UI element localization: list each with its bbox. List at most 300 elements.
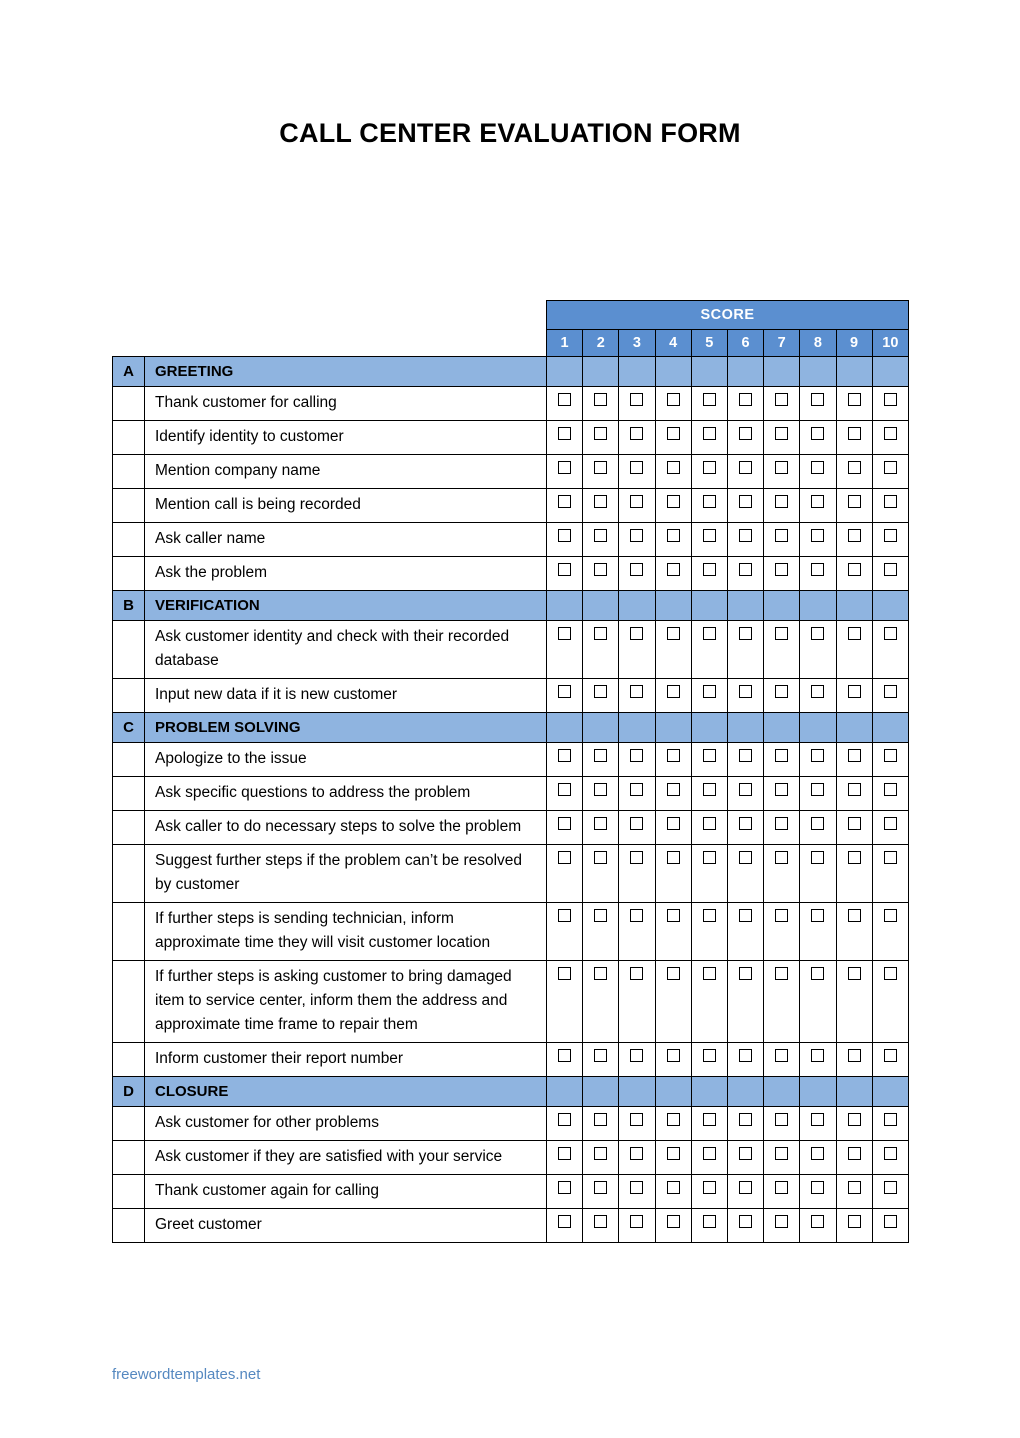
checkbox-icon[interactable] bbox=[558, 393, 571, 406]
checkbox-icon[interactable] bbox=[667, 817, 680, 830]
checkbox-icon[interactable] bbox=[703, 1215, 716, 1228]
score-cell-3[interactable] bbox=[619, 387, 655, 421]
checkbox-icon[interactable] bbox=[703, 627, 716, 640]
checkbox-icon[interactable] bbox=[775, 783, 788, 796]
checkbox-icon[interactable] bbox=[594, 749, 607, 762]
checkbox-icon[interactable] bbox=[848, 1215, 861, 1228]
checkbox-icon[interactable] bbox=[775, 427, 788, 440]
score-cell-5[interactable] bbox=[691, 387, 727, 421]
score-cell-7[interactable] bbox=[764, 455, 800, 489]
checkbox-icon[interactable] bbox=[703, 427, 716, 440]
score-cell-5[interactable] bbox=[691, 961, 727, 1043]
checkbox-icon[interactable] bbox=[594, 529, 607, 542]
checkbox-icon[interactable] bbox=[848, 783, 861, 796]
checkbox-icon[interactable] bbox=[884, 851, 897, 864]
checkbox-icon[interactable] bbox=[594, 461, 607, 474]
checkbox-icon[interactable] bbox=[558, 461, 571, 474]
score-cell-2[interactable] bbox=[583, 1209, 619, 1243]
score-cell-5[interactable] bbox=[691, 845, 727, 903]
checkbox-icon[interactable] bbox=[703, 851, 716, 864]
checkbox-icon[interactable] bbox=[594, 909, 607, 922]
checkbox-icon[interactable] bbox=[739, 461, 752, 474]
score-cell-2[interactable] bbox=[583, 1175, 619, 1209]
score-cell-8[interactable] bbox=[800, 1043, 836, 1077]
checkbox-icon[interactable] bbox=[739, 1113, 752, 1126]
score-cell-7[interactable] bbox=[764, 489, 800, 523]
checkbox-icon[interactable] bbox=[811, 563, 824, 576]
checkbox-icon[interactable] bbox=[884, 685, 897, 698]
checkbox-icon[interactable] bbox=[630, 1215, 643, 1228]
checkbox-icon[interactable] bbox=[884, 1215, 897, 1228]
checkbox-icon[interactable] bbox=[848, 1147, 861, 1160]
score-cell-2[interactable] bbox=[583, 777, 619, 811]
checkbox-icon[interactable] bbox=[703, 1113, 716, 1126]
checkbox-icon[interactable] bbox=[594, 967, 607, 980]
checkbox-icon[interactable] bbox=[667, 461, 680, 474]
score-cell-7[interactable] bbox=[764, 557, 800, 591]
checkbox-icon[interactable] bbox=[667, 1181, 680, 1194]
score-cell-10[interactable] bbox=[872, 1141, 908, 1175]
score-cell-1[interactable] bbox=[547, 621, 583, 679]
checkbox-icon[interactable] bbox=[739, 1049, 752, 1062]
score-cell-7[interactable] bbox=[764, 743, 800, 777]
checkbox-icon[interactable] bbox=[884, 749, 897, 762]
checkbox-icon[interactable] bbox=[739, 529, 752, 542]
score-cell-8[interactable] bbox=[800, 489, 836, 523]
checkbox-icon[interactable] bbox=[558, 685, 571, 698]
checkbox-icon[interactable] bbox=[811, 909, 824, 922]
checkbox-icon[interactable] bbox=[667, 749, 680, 762]
checkbox-icon[interactable] bbox=[667, 563, 680, 576]
score-cell-9[interactable] bbox=[836, 621, 872, 679]
checkbox-icon[interactable] bbox=[558, 627, 571, 640]
score-cell-3[interactable] bbox=[619, 903, 655, 961]
checkbox-icon[interactable] bbox=[775, 1215, 788, 1228]
score-cell-9[interactable] bbox=[836, 845, 872, 903]
score-cell-6[interactable] bbox=[727, 1175, 763, 1209]
score-cell-7[interactable] bbox=[764, 1107, 800, 1141]
score-cell-7[interactable] bbox=[764, 777, 800, 811]
checkbox-icon[interactable] bbox=[739, 627, 752, 640]
checkbox-icon[interactable] bbox=[594, 817, 607, 830]
checkbox-icon[interactable] bbox=[630, 1049, 643, 1062]
checkbox-icon[interactable] bbox=[594, 1215, 607, 1228]
checkbox-icon[interactable] bbox=[811, 393, 824, 406]
score-cell-3[interactable] bbox=[619, 421, 655, 455]
checkbox-icon[interactable] bbox=[630, 1113, 643, 1126]
score-cell-1[interactable] bbox=[547, 679, 583, 713]
score-cell-5[interactable] bbox=[691, 679, 727, 713]
score-cell-4[interactable] bbox=[655, 489, 691, 523]
score-cell-7[interactable] bbox=[764, 523, 800, 557]
checkbox-icon[interactable] bbox=[703, 1147, 716, 1160]
checkbox-icon[interactable] bbox=[739, 427, 752, 440]
checkbox-icon[interactable] bbox=[703, 1049, 716, 1062]
checkbox-icon[interactable] bbox=[884, 495, 897, 508]
checkbox-icon[interactable] bbox=[811, 427, 824, 440]
checkbox-icon[interactable] bbox=[594, 1049, 607, 1062]
score-cell-2[interactable] bbox=[583, 1043, 619, 1077]
score-cell-1[interactable] bbox=[547, 1043, 583, 1077]
score-cell-1[interactable] bbox=[547, 455, 583, 489]
score-cell-5[interactable] bbox=[691, 903, 727, 961]
score-cell-5[interactable] bbox=[691, 1175, 727, 1209]
score-cell-8[interactable] bbox=[800, 903, 836, 961]
checkbox-icon[interactable] bbox=[594, 1113, 607, 1126]
checkbox-icon[interactable] bbox=[558, 427, 571, 440]
score-cell-2[interactable] bbox=[583, 523, 619, 557]
score-cell-10[interactable] bbox=[872, 845, 908, 903]
checkbox-icon[interactable] bbox=[811, 749, 824, 762]
score-cell-6[interactable] bbox=[727, 1141, 763, 1175]
checkbox-icon[interactable] bbox=[811, 1147, 824, 1160]
score-cell-10[interactable] bbox=[872, 1175, 908, 1209]
checkbox-icon[interactable] bbox=[848, 461, 861, 474]
score-cell-8[interactable] bbox=[800, 421, 836, 455]
checkbox-icon[interactable] bbox=[630, 749, 643, 762]
checkbox-icon[interactable] bbox=[667, 967, 680, 980]
checkbox-icon[interactable] bbox=[848, 1113, 861, 1126]
score-cell-7[interactable] bbox=[764, 1209, 800, 1243]
score-cell-8[interactable] bbox=[800, 1141, 836, 1175]
score-cell-8[interactable] bbox=[800, 1209, 836, 1243]
checkbox-icon[interactable] bbox=[811, 783, 824, 796]
checkbox-icon[interactable] bbox=[775, 685, 788, 698]
checkbox-icon[interactable] bbox=[739, 909, 752, 922]
score-cell-5[interactable] bbox=[691, 743, 727, 777]
score-cell-4[interactable] bbox=[655, 421, 691, 455]
checkbox-icon[interactable] bbox=[703, 967, 716, 980]
score-cell-6[interactable] bbox=[727, 1107, 763, 1141]
checkbox-icon[interactable] bbox=[775, 461, 788, 474]
checkbox-icon[interactable] bbox=[667, 529, 680, 542]
checkbox-icon[interactable] bbox=[703, 563, 716, 576]
score-cell-10[interactable] bbox=[872, 1107, 908, 1141]
checkbox-icon[interactable] bbox=[739, 393, 752, 406]
checkbox-icon[interactable] bbox=[848, 495, 861, 508]
checkbox-icon[interactable] bbox=[630, 427, 643, 440]
checkbox-icon[interactable] bbox=[594, 393, 607, 406]
checkbox-icon[interactable] bbox=[703, 909, 716, 922]
score-cell-4[interactable] bbox=[655, 387, 691, 421]
score-cell-5[interactable] bbox=[691, 621, 727, 679]
score-cell-3[interactable] bbox=[619, 621, 655, 679]
score-cell-1[interactable] bbox=[547, 743, 583, 777]
score-cell-10[interactable] bbox=[872, 523, 908, 557]
checkbox-icon[interactable] bbox=[884, 967, 897, 980]
checkbox-icon[interactable] bbox=[558, 783, 571, 796]
checkbox-icon[interactable] bbox=[884, 393, 897, 406]
score-cell-5[interactable] bbox=[691, 421, 727, 455]
checkbox-icon[interactable] bbox=[558, 1049, 571, 1062]
checkbox-icon[interactable] bbox=[884, 1049, 897, 1062]
score-cell-3[interactable] bbox=[619, 961, 655, 1043]
score-cell-7[interactable] bbox=[764, 1043, 800, 1077]
score-cell-3[interactable] bbox=[619, 455, 655, 489]
checkbox-icon[interactable] bbox=[594, 495, 607, 508]
score-cell-3[interactable] bbox=[619, 777, 655, 811]
score-cell-6[interactable] bbox=[727, 903, 763, 961]
checkbox-icon[interactable] bbox=[594, 627, 607, 640]
checkbox-icon[interactable] bbox=[558, 529, 571, 542]
checkbox-icon[interactable] bbox=[775, 627, 788, 640]
score-cell-9[interactable] bbox=[836, 557, 872, 591]
checkbox-icon[interactable] bbox=[739, 495, 752, 508]
score-cell-2[interactable] bbox=[583, 961, 619, 1043]
score-cell-3[interactable] bbox=[619, 523, 655, 557]
checkbox-icon[interactable] bbox=[703, 749, 716, 762]
score-cell-10[interactable] bbox=[872, 387, 908, 421]
score-cell-5[interactable] bbox=[691, 1141, 727, 1175]
checkbox-icon[interactable] bbox=[739, 749, 752, 762]
score-cell-9[interactable] bbox=[836, 387, 872, 421]
checkbox-icon[interactable] bbox=[594, 851, 607, 864]
score-cell-8[interactable] bbox=[800, 455, 836, 489]
score-cell-2[interactable] bbox=[583, 1107, 619, 1141]
checkbox-icon[interactable] bbox=[558, 1113, 571, 1126]
score-cell-9[interactable] bbox=[836, 455, 872, 489]
score-cell-6[interactable] bbox=[727, 811, 763, 845]
score-cell-3[interactable] bbox=[619, 557, 655, 591]
score-cell-7[interactable] bbox=[764, 961, 800, 1043]
score-cell-8[interactable] bbox=[800, 743, 836, 777]
score-cell-2[interactable] bbox=[583, 455, 619, 489]
checkbox-icon[interactable] bbox=[811, 1113, 824, 1126]
checkbox-icon[interactable] bbox=[630, 1147, 643, 1160]
score-cell-6[interactable] bbox=[727, 679, 763, 713]
checkbox-icon[interactable] bbox=[558, 1215, 571, 1228]
score-cell-9[interactable] bbox=[836, 1141, 872, 1175]
score-cell-10[interactable] bbox=[872, 743, 908, 777]
checkbox-icon[interactable] bbox=[848, 749, 861, 762]
checkbox-icon[interactable] bbox=[630, 627, 643, 640]
score-cell-1[interactable] bbox=[547, 845, 583, 903]
checkbox-icon[interactable] bbox=[739, 851, 752, 864]
checkbox-icon[interactable] bbox=[775, 1113, 788, 1126]
checkbox-icon[interactable] bbox=[811, 627, 824, 640]
score-cell-8[interactable] bbox=[800, 961, 836, 1043]
score-cell-3[interactable] bbox=[619, 1175, 655, 1209]
checkbox-icon[interactable] bbox=[703, 461, 716, 474]
score-cell-7[interactable] bbox=[764, 621, 800, 679]
score-cell-3[interactable] bbox=[619, 1043, 655, 1077]
score-cell-1[interactable] bbox=[547, 489, 583, 523]
checkbox-icon[interactable] bbox=[739, 967, 752, 980]
score-cell-9[interactable] bbox=[836, 903, 872, 961]
checkbox-icon[interactable] bbox=[703, 817, 716, 830]
checkbox-icon[interactable] bbox=[703, 495, 716, 508]
score-cell-5[interactable] bbox=[691, 1209, 727, 1243]
score-cell-9[interactable] bbox=[836, 811, 872, 845]
checkbox-icon[interactable] bbox=[630, 495, 643, 508]
checkbox-icon[interactable] bbox=[848, 685, 861, 698]
checkbox-icon[interactable] bbox=[811, 967, 824, 980]
checkbox-icon[interactable] bbox=[884, 1113, 897, 1126]
checkbox-icon[interactable] bbox=[703, 1181, 716, 1194]
checkbox-icon[interactable] bbox=[558, 749, 571, 762]
checkbox-icon[interactable] bbox=[667, 393, 680, 406]
score-cell-6[interactable] bbox=[727, 743, 763, 777]
score-cell-8[interactable] bbox=[800, 621, 836, 679]
score-cell-3[interactable] bbox=[619, 1107, 655, 1141]
checkbox-icon[interactable] bbox=[848, 427, 861, 440]
checkbox-icon[interactable] bbox=[848, 1049, 861, 1062]
score-cell-1[interactable] bbox=[547, 387, 583, 421]
score-cell-2[interactable] bbox=[583, 489, 619, 523]
score-cell-9[interactable] bbox=[836, 421, 872, 455]
checkbox-icon[interactable] bbox=[775, 1147, 788, 1160]
score-cell-5[interactable] bbox=[691, 1107, 727, 1141]
score-cell-7[interactable] bbox=[764, 1175, 800, 1209]
score-cell-8[interactable] bbox=[800, 557, 836, 591]
checkbox-icon[interactable] bbox=[811, 461, 824, 474]
score-cell-9[interactable] bbox=[836, 961, 872, 1043]
score-cell-6[interactable] bbox=[727, 421, 763, 455]
score-cell-2[interactable] bbox=[583, 903, 619, 961]
score-cell-7[interactable] bbox=[764, 387, 800, 421]
score-cell-10[interactable] bbox=[872, 777, 908, 811]
score-cell-3[interactable] bbox=[619, 679, 655, 713]
checkbox-icon[interactable] bbox=[739, 783, 752, 796]
score-cell-10[interactable] bbox=[872, 811, 908, 845]
checkbox-icon[interactable] bbox=[884, 627, 897, 640]
score-cell-5[interactable] bbox=[691, 1043, 727, 1077]
score-cell-1[interactable] bbox=[547, 523, 583, 557]
checkbox-icon[interactable] bbox=[811, 1049, 824, 1062]
score-cell-8[interactable] bbox=[800, 777, 836, 811]
checkbox-icon[interactable] bbox=[848, 393, 861, 406]
checkbox-icon[interactable] bbox=[558, 495, 571, 508]
score-cell-3[interactable] bbox=[619, 811, 655, 845]
score-cell-1[interactable] bbox=[547, 1107, 583, 1141]
checkbox-icon[interactable] bbox=[811, 529, 824, 542]
score-cell-9[interactable] bbox=[836, 1043, 872, 1077]
score-cell-8[interactable] bbox=[800, 811, 836, 845]
checkbox-icon[interactable] bbox=[775, 967, 788, 980]
checkbox-icon[interactable] bbox=[703, 529, 716, 542]
score-cell-9[interactable] bbox=[836, 489, 872, 523]
checkbox-icon[interactable] bbox=[884, 783, 897, 796]
checkbox-icon[interactable] bbox=[667, 909, 680, 922]
score-cell-4[interactable] bbox=[655, 621, 691, 679]
checkbox-icon[interactable] bbox=[775, 1049, 788, 1062]
score-cell-2[interactable] bbox=[583, 387, 619, 421]
score-cell-4[interactable] bbox=[655, 743, 691, 777]
score-cell-10[interactable] bbox=[872, 903, 908, 961]
checkbox-icon[interactable] bbox=[630, 685, 643, 698]
score-cell-7[interactable] bbox=[764, 421, 800, 455]
checkbox-icon[interactable] bbox=[703, 685, 716, 698]
score-cell-9[interactable] bbox=[836, 1209, 872, 1243]
score-cell-9[interactable] bbox=[836, 679, 872, 713]
score-cell-1[interactable] bbox=[547, 1175, 583, 1209]
score-cell-1[interactable] bbox=[547, 777, 583, 811]
checkbox-icon[interactable] bbox=[630, 817, 643, 830]
checkbox-icon[interactable] bbox=[775, 529, 788, 542]
score-cell-1[interactable] bbox=[547, 1209, 583, 1243]
score-cell-8[interactable] bbox=[800, 1107, 836, 1141]
score-cell-9[interactable] bbox=[836, 523, 872, 557]
score-cell-10[interactable] bbox=[872, 679, 908, 713]
checkbox-icon[interactable] bbox=[848, 1181, 861, 1194]
score-cell-10[interactable] bbox=[872, 621, 908, 679]
score-cell-9[interactable] bbox=[836, 743, 872, 777]
score-cell-3[interactable] bbox=[619, 743, 655, 777]
score-cell-1[interactable] bbox=[547, 1141, 583, 1175]
checkbox-icon[interactable] bbox=[739, 1147, 752, 1160]
score-cell-10[interactable] bbox=[872, 455, 908, 489]
checkbox-icon[interactable] bbox=[667, 427, 680, 440]
score-cell-3[interactable] bbox=[619, 1141, 655, 1175]
checkbox-icon[interactable] bbox=[667, 1147, 680, 1160]
checkbox-icon[interactable] bbox=[558, 563, 571, 576]
checkbox-icon[interactable] bbox=[848, 909, 861, 922]
checkbox-icon[interactable] bbox=[811, 1181, 824, 1194]
checkbox-icon[interactable] bbox=[558, 1181, 571, 1194]
score-cell-7[interactable] bbox=[764, 903, 800, 961]
checkbox-icon[interactable] bbox=[775, 495, 788, 508]
score-cell-7[interactable] bbox=[764, 679, 800, 713]
checkbox-icon[interactable] bbox=[630, 393, 643, 406]
score-cell-8[interactable] bbox=[800, 845, 836, 903]
score-cell-10[interactable] bbox=[872, 557, 908, 591]
checkbox-icon[interactable] bbox=[775, 909, 788, 922]
score-cell-8[interactable] bbox=[800, 679, 836, 713]
score-cell-6[interactable] bbox=[727, 387, 763, 421]
score-cell-4[interactable] bbox=[655, 845, 691, 903]
checkbox-icon[interactable] bbox=[884, 563, 897, 576]
checkbox-icon[interactable] bbox=[884, 817, 897, 830]
checkbox-icon[interactable] bbox=[703, 393, 716, 406]
checkbox-icon[interactable] bbox=[884, 1181, 897, 1194]
checkbox-icon[interactable] bbox=[848, 627, 861, 640]
checkbox-icon[interactable] bbox=[739, 685, 752, 698]
score-cell-2[interactable] bbox=[583, 621, 619, 679]
score-cell-8[interactable] bbox=[800, 523, 836, 557]
score-cell-6[interactable] bbox=[727, 961, 763, 1043]
score-cell-10[interactable] bbox=[872, 421, 908, 455]
checkbox-icon[interactable] bbox=[848, 851, 861, 864]
score-cell-6[interactable] bbox=[727, 1209, 763, 1243]
checkbox-icon[interactable] bbox=[558, 909, 571, 922]
checkbox-icon[interactable] bbox=[848, 529, 861, 542]
checkbox-icon[interactable] bbox=[775, 851, 788, 864]
checkbox-icon[interactable] bbox=[594, 427, 607, 440]
checkbox-icon[interactable] bbox=[811, 851, 824, 864]
score-cell-10[interactable] bbox=[872, 961, 908, 1043]
checkbox-icon[interactable] bbox=[558, 1147, 571, 1160]
score-cell-4[interactable] bbox=[655, 1141, 691, 1175]
checkbox-icon[interactable] bbox=[739, 563, 752, 576]
score-cell-6[interactable] bbox=[727, 777, 763, 811]
checkbox-icon[interactable] bbox=[848, 563, 861, 576]
score-cell-4[interactable] bbox=[655, 777, 691, 811]
score-cell-5[interactable] bbox=[691, 489, 727, 523]
score-cell-6[interactable] bbox=[727, 1043, 763, 1077]
checkbox-icon[interactable] bbox=[667, 627, 680, 640]
score-cell-4[interactable] bbox=[655, 961, 691, 1043]
score-cell-9[interactable] bbox=[836, 1175, 872, 1209]
score-cell-1[interactable] bbox=[547, 811, 583, 845]
score-cell-4[interactable] bbox=[655, 557, 691, 591]
score-cell-1[interactable] bbox=[547, 421, 583, 455]
score-cell-9[interactable] bbox=[836, 777, 872, 811]
score-cell-4[interactable] bbox=[655, 903, 691, 961]
score-cell-7[interactable] bbox=[764, 1141, 800, 1175]
checkbox-icon[interactable] bbox=[630, 967, 643, 980]
checkbox-icon[interactable] bbox=[884, 909, 897, 922]
checkbox-icon[interactable] bbox=[667, 1113, 680, 1126]
